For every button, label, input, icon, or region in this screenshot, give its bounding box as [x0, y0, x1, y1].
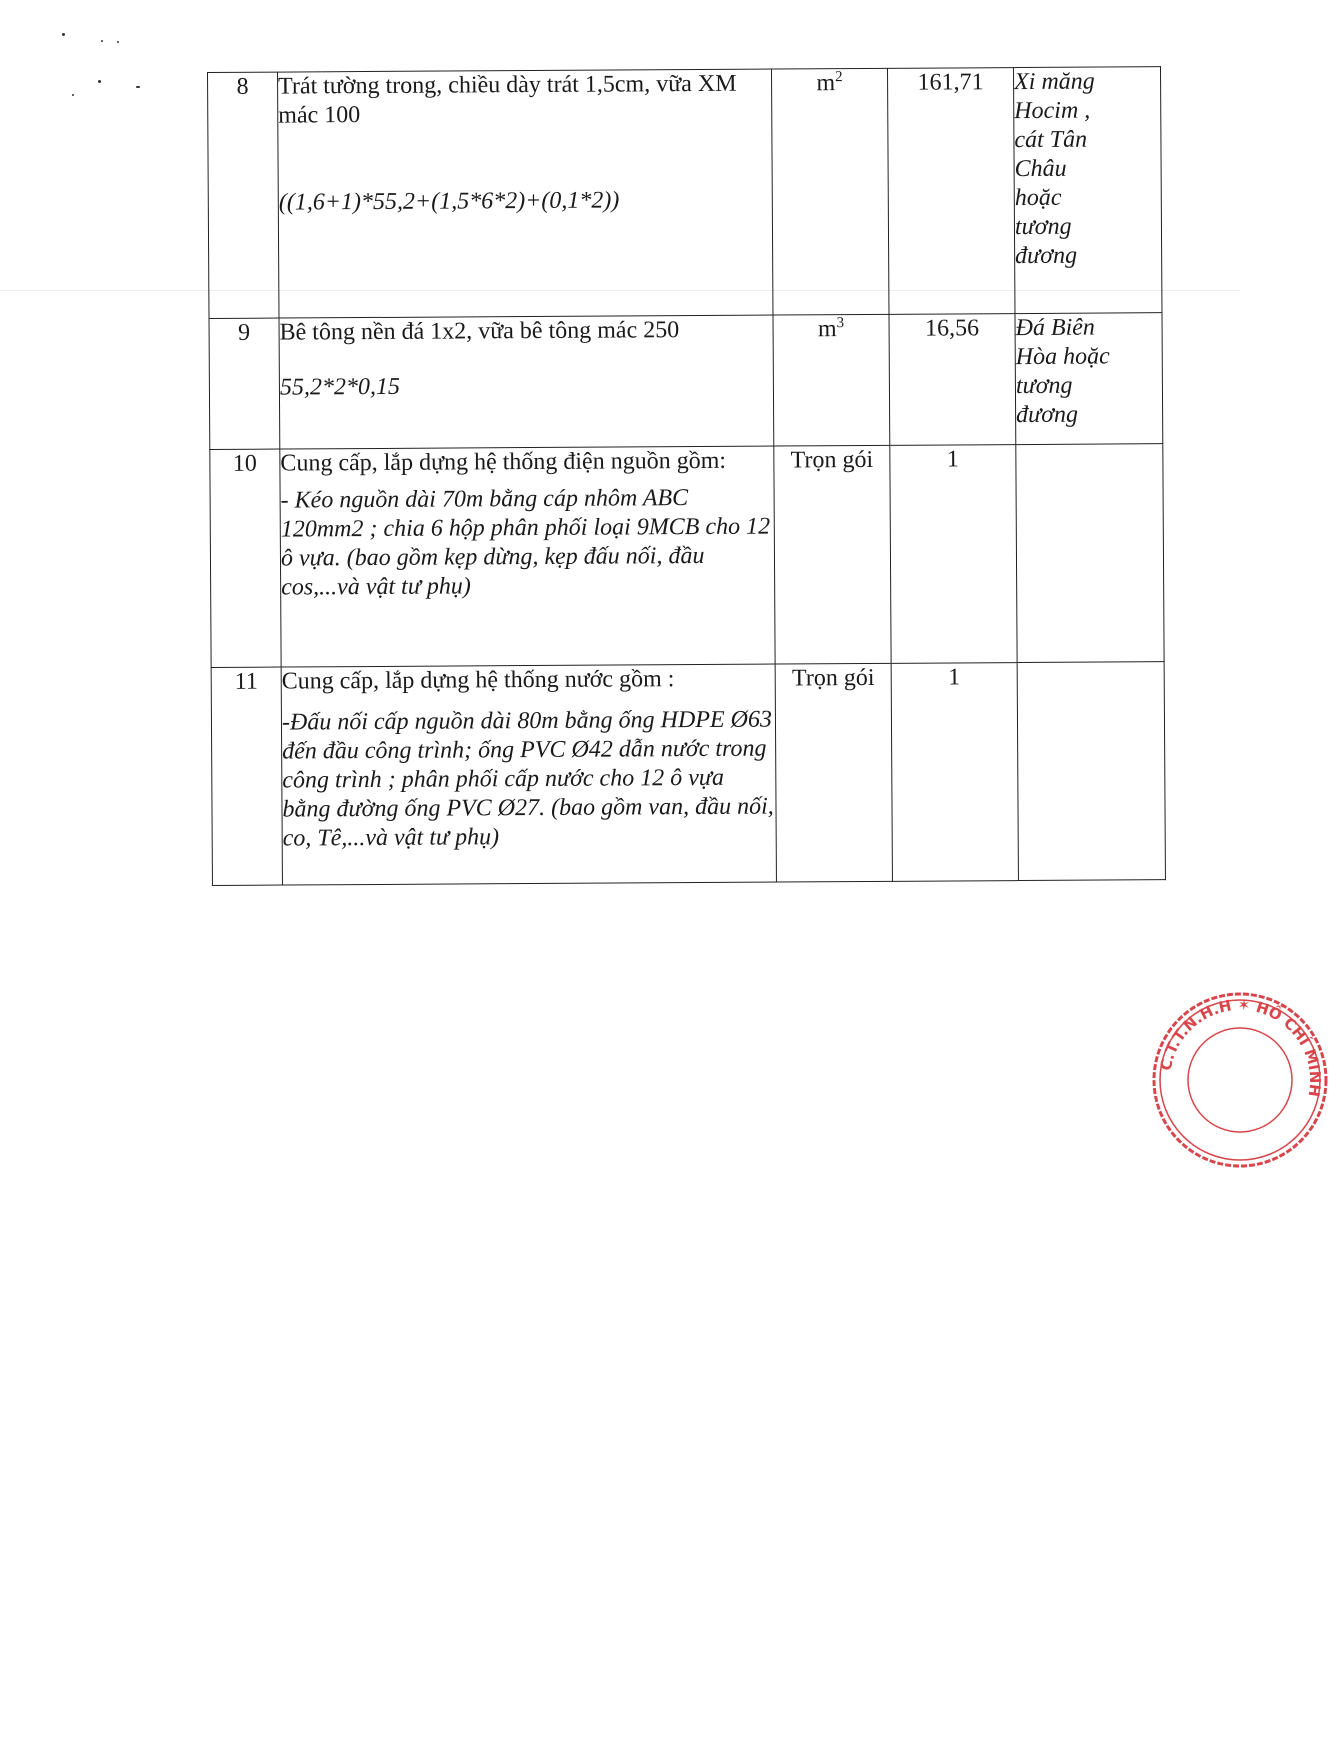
scan-speck: [136, 86, 140, 88]
note-cell: [1016, 444, 1164, 663]
note-text: Xi măng Hocim , cát Tân Châu hoặc tương đương: [1013, 68, 1095, 270]
svg-text:C.T.T.N.H.H ✶ HỒ CHÍ MINH: [1157, 996, 1325, 1098]
table-row: [210, 444, 1164, 668]
item-detail: -Đấu nối cấp nguồn dài 80m bằng ống HDPE Ø63 đến đầu công trình; ống PVC Ø42 dẫn nước trong công trình ; phân phối cấp nước cho 12 ô vựa bằng đường ống PVC Ø27. (bao gồm van, đầu nối, co, Tê,...và vật tư phụ): [281, 706, 774, 852]
table-row: [211, 662, 1165, 886]
item-description: [280, 446, 775, 667]
unit-cell: [771, 68, 889, 315]
quantity-cell: 1: [890, 445, 1017, 664]
scan-speck: [101, 40, 103, 42]
row-number: 11: [211, 667, 282, 885]
item-title: Trát tường trong, chiều dày trát 1,5cm, vữa XM mác 100: [278, 70, 737, 129]
scan-speck: [62, 33, 65, 36]
unit-exponent: 3: [836, 315, 845, 332]
unit-exponent: 2: [835, 69, 843, 86]
item-title: Cung cấp, lắp dựng hệ thống điện nguồn gồm:: [280, 447, 727, 477]
unit-text: m: [816, 70, 836, 97]
unit-cell: [773, 314, 890, 446]
note-cell: [1013, 67, 1162, 314]
unit-cell: Trọn gói: [775, 663, 892, 882]
item-formula: ((1,6+1)*55,2+(1,5*6*2)+(0,1*2)): [278, 187, 620, 216]
seal-text: C.T.T.N.H.H ✶ HỒ CHÍ MINH: [1156, 995, 1325, 1098]
item-title: Cung cấp, lắp dựng hệ thống nước gồm :: [281, 666, 675, 695]
note-cell: [1015, 313, 1163, 445]
quantity-cell: 16,56: [889, 314, 1016, 446]
scan-speck: [72, 94, 74, 96]
scan-speck: [117, 41, 119, 43]
row-number: 8: [208, 72, 280, 318]
quantity-table: [207, 66, 1166, 886]
scan-speck: [98, 80, 101, 83]
table-row: [209, 313, 1163, 450]
note-text: Đá Biên Hòa hoặc tương đương: [1015, 314, 1110, 429]
item-description: [279, 315, 774, 449]
item-description: [278, 69, 773, 318]
item-formula: 55,2*2*0,15: [279, 373, 401, 401]
table-row: [208, 67, 1162, 319]
item-detail: - Kéo nguồn dài 70m bằng cáp nhôm ABC 120mm2 ; chia 6 hộp phân phối loại 9MCB cho 12 ô vựa. (bao gồm kẹp dừng, kẹp đấu nối, đầu cos,...và vật tư phụ): [280, 485, 771, 601]
item-description: [281, 664, 776, 885]
item-title: Bê tông nền đá 1x2, vữa bê tông mác 250: [279, 317, 680, 346]
quantity-cell: 1: [891, 663, 1018, 882]
company-seal-icon: [1150, 990, 1330, 1170]
quantity-cell: 161,71: [887, 68, 1015, 315]
unit-text: m: [817, 316, 837, 343]
unit-cell: Trọn gói: [774, 445, 891, 664]
row-number: 9: [209, 318, 280, 449]
row-number: 10: [210, 449, 281, 667]
note-cell: [1017, 662, 1165, 881]
